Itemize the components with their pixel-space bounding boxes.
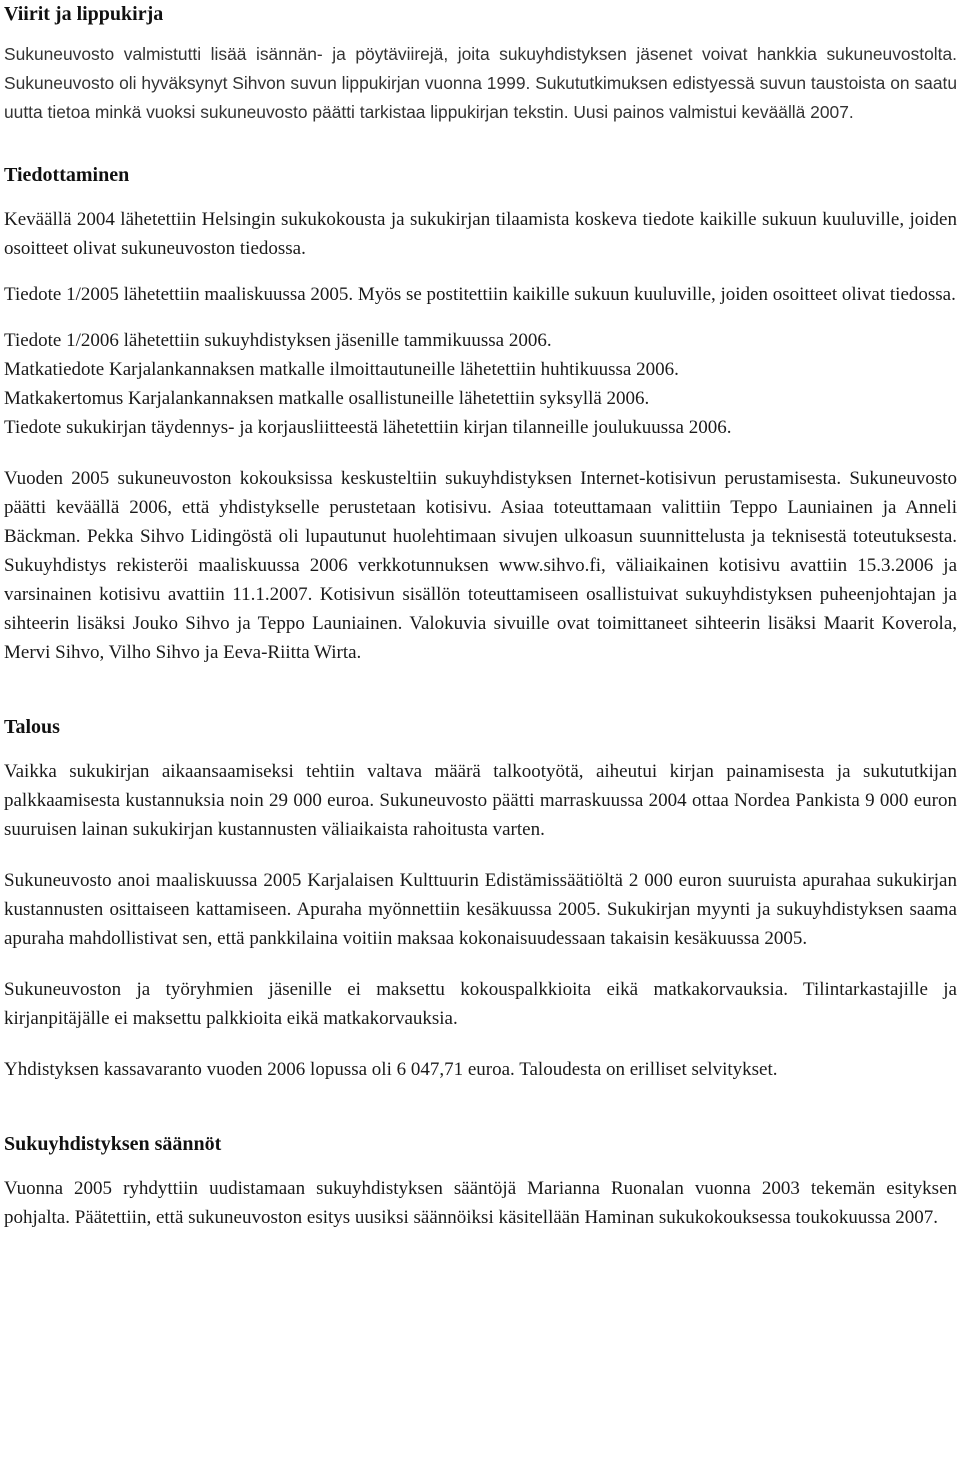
section-heading: Tiedottaminen bbox=[4, 164, 130, 186]
paragraph: Sukuneuvosto anoi maaliskuussa 2005 Karjalaisen Kulttuurin Edistämissäätiöltä 2 000 euron suuruista apurahaa sukukirjan kustannusten osittaiseen kattamiseen. Apuraha myönnettiin kesäkuussa 2005. Sukukirjan myynti ja sukuyhdistyksen saama apuraha mahdollistivat sen, että pankkilaina voitiin maksaa kokonaisuudessaan takaisin kesäkuussa 2005. bbox=[4, 870, 957, 949]
paragraph: Vuoden 2005 sukuneuvoston kokouksissa keskusteltiin sukuyhdistyksen Internet-kotisivun perustamisesta. Sukuneuvosto päätti keväällä 2006, että yhdistykselle perustetaan kotisivu. Asiaa toteuttamaan valittiin Teppo Launiainen ja Anneli Bäckman. Pekka Sihvo Lidingöstä oli lupautunut huolehtimaan sivujen ulkoasun suunnittelusta ja teknisestä toteutuksesta. Sukuyhdistys rekisteröi maaliskuussa 2006 verkkotunnuksen www.sihvo.fi, väliaikainen kotisivu avattiin 15.3.2006 ja varsinainen kotisivu avattiin 11.1.2007. Kotisivun sisällön toteuttamiseen osallistuivat sukuyhdistyksen puheenjohtajan ja sihteerin lisäksi Jouko Sihvo ja Teppo Launiainen. Valokuvia sivuille ovat toimittaneet sihteerin lisäksi Maarit Koverola, Mervi Sihvo, Vilho Sihvo ja Eeva-Riitta Wirta. bbox=[4, 468, 957, 663]
section-tiedottaminen bbox=[4, 161, 957, 667]
paragraph: Sukuneuvosto valmistutti lisää isännän- ja pöytäviirejä, joita sukuyhdistyksen jäsenet voivat hankkia sukuneuvostolta. Sukuneuvosto oli hyväksynyt Sihvon suvun lippukirjan vuonna 1999. Sukututkimuksen edistyessä suvun taustoista on saatu uutta tietoa minkä vuoksi sukuneuvosto päätti tarkistaa lippukirjan tekstin. Uusi painos valmistui keväällä 2007. bbox=[4, 44, 957, 122]
document-page bbox=[4, 0, 957, 1232]
paragraph: Tiedote sukukirjan täydennys- ja korjausliitteestä lähetettiin kirjan tilanneille joulukuussa 2006. bbox=[4, 417, 732, 438]
paragraph: Matkakertomus Karjalankannaksen matkalle osallistuneille lähetettiin syksyllä 2006. bbox=[4, 388, 650, 409]
paragraph: Matkatiedote Karjalankannaksen matkalle ilmoittautuneille lähetettiin huhtikuussa 2006. bbox=[4, 359, 679, 380]
section-heading: Sukuyhdistyksen säännöt bbox=[4, 1133, 222, 1155]
section-heading: Viirit ja lippukirja bbox=[4, 3, 164, 25]
paragraph: Vuonna 2005 ryhdyttiin uudistamaan sukuyhdistyksen sääntöjä Marianna Ruonalan vuonna 2003 tekemän esityksen pohjalta. Päätettiin, että sukuneuvoston esitys uusiksi säännöiksi käsitellään Haminan sukukokouksessa toukokuussa 2007. bbox=[4, 1178, 957, 1228]
section-viirit bbox=[4, 0, 957, 127]
paragraph: Tiedote 1/2006 lähetettiin sukuyhdistyksen jäsenille tammikuussa 2006. bbox=[4, 330, 552, 351]
paragraph: Yhdistyksen kassavaranto vuoden 2006 lopussa oli 6 047,71 euroa. Taloudesta on erilliset selvitykset. bbox=[4, 1059, 778, 1080]
section-talous bbox=[4, 713, 957, 1084]
section-saannot bbox=[4, 1130, 957, 1232]
section-heading: Talous bbox=[4, 716, 60, 738]
paragraph: Sukuneuvoston ja työryhmien jäsenille ei maksettu kokouspalkkioita eikä matkakorvauksia. Tilintarkastajille ja kirjanpitäjälle ei maksettu palkkioita eikä matkakorvauksia. bbox=[4, 979, 957, 1029]
paragraph: Keväällä 2004 lähetettiin Helsingin sukukokousta ja sukukirjan tilaamista koskeva tiedote kaikille sukuun kuuluville, joiden osoitteet olivat sukuneuvoston tiedossa. bbox=[4, 209, 957, 259]
paragraph: Vaikka sukukirjan aikaansaamiseksi tehtiin valtava määrä talkootyötä, aiheutui kirjan painamisesta ja sukututkijan palkkaamisesta kustannuksia noin 29 000 euroa. Sukuneuvosto päätti marraskuussa 2004 ottaa Nordea Pankista 9 000 euron suuruisen lainan sukukirjan kustannusten väliaikaista rahoitusta varten. bbox=[4, 761, 957, 840]
paragraph: Tiedote 1/2005 lähetettiin maaliskuussa 2005. Myös se postitettiin kaikille sukuun kuuluville, joiden osoitteet olivat tiedossa. bbox=[4, 284, 956, 305]
